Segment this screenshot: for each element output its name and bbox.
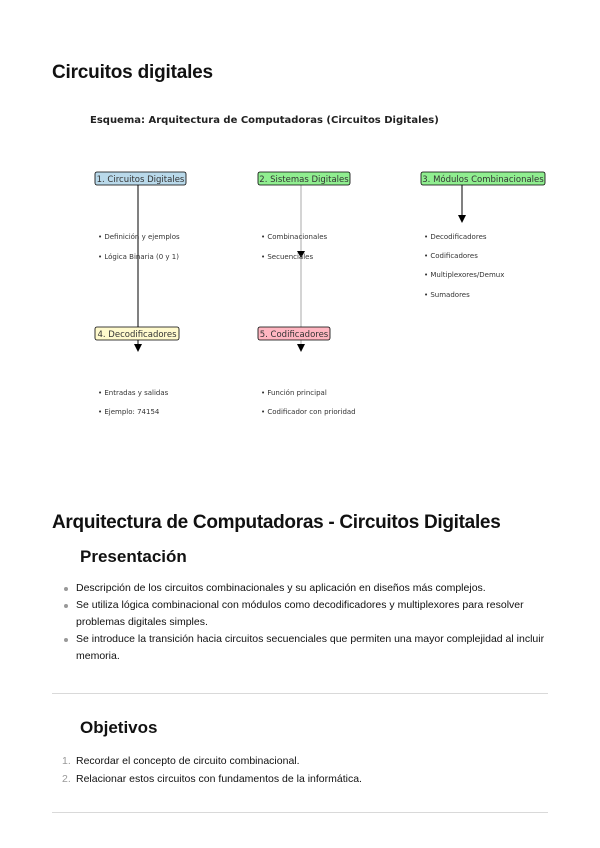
list-item: Descripción de los circuitos combinacionales y su aplicación en diseños más complejos. xyxy=(60,580,550,597)
list-item xyxy=(60,752,550,770)
diagram-bullet: • Función principal xyxy=(261,389,327,397)
objectives-heading: Objetivos xyxy=(80,718,158,737)
page-title: Circuitos digitales xyxy=(52,62,213,83)
box-label: 3. Módulos Combinacionales xyxy=(422,175,544,185)
divider xyxy=(52,693,548,694)
diagram-bullet: • Codificadores xyxy=(424,252,478,260)
list-text: Relacionar estos circuitos con fundamentos de la informática. xyxy=(76,773,362,785)
diagram-bullet: • Secuenciales xyxy=(261,253,314,261)
box-label: 4. Decodificadores xyxy=(97,330,177,340)
diagram-bullet: • Codificador con prioridad xyxy=(261,408,356,416)
diagram-bullet: • Decodificadores xyxy=(424,233,487,241)
list-text: Recordar el concepto de circuito combinacional. xyxy=(76,755,300,767)
list-item xyxy=(60,770,550,788)
architecture-diagram xyxy=(0,105,600,435)
diagram-bullet: • Lógica Binaria (0 y 1) xyxy=(98,253,179,261)
box-label: 1. Circuitos Digitales xyxy=(96,175,185,185)
presentation-heading: Presentación xyxy=(80,547,187,566)
arrow-head-3 xyxy=(134,344,142,352)
diagram-bullet: • Combinacionales xyxy=(261,233,328,241)
section-heading: Arquitectura de Computadoras - Circuitos Digitales xyxy=(52,512,501,533)
diagram-bullet: • Sumadores xyxy=(424,291,470,299)
presentation-list xyxy=(60,580,550,665)
list-number: 2. xyxy=(62,773,71,785)
divider xyxy=(52,812,548,813)
list-item: Se utiliza lógica combinacional con módulos como decodificadores y multiplexores para resolver problemas digitales simples. xyxy=(60,597,550,631)
objectives-list xyxy=(60,752,550,788)
diagram-title: Esquema: Arquitectura de Computadoras (Circuitos Digitales) xyxy=(90,115,439,126)
diagram-bullet: • Definición y ejemplos xyxy=(98,233,180,241)
box-label: 2. Sistemas Digitales xyxy=(259,175,349,185)
list-number: 1. xyxy=(62,755,71,767)
list-item: Se introduce la transición hacia circuitos secuenciales que permiten una mayor complejidad al incluir memoria. xyxy=(60,631,550,665)
box-label: 5. Codificadores xyxy=(259,330,329,340)
diagram-bullet: • Entradas y salidas xyxy=(98,389,169,397)
diagram-bullet: • Multiplexores/Demux xyxy=(424,271,505,279)
arrow-head-4 xyxy=(297,344,305,352)
diagram-bullet: • Ejemplo: 74154 xyxy=(98,408,160,416)
